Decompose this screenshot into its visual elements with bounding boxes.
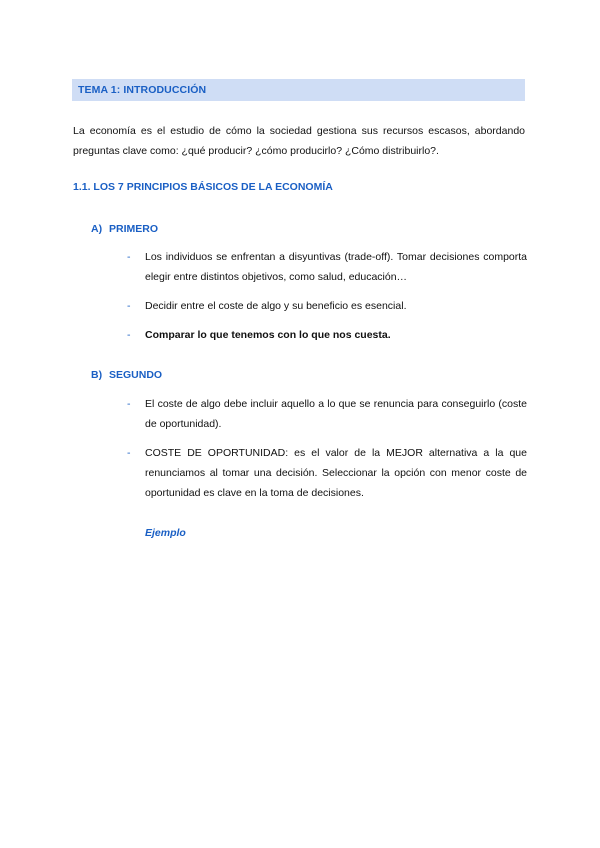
principle-title: SEGUNDO xyxy=(109,369,163,381)
bullet-dash: - xyxy=(127,251,131,263)
principle-title: PRIMERO xyxy=(109,223,159,235)
bullet-text: Los individuos se enfrentan a disyuntivas (trade-off). Tomar decisiones comporta elegir entre distintos objetivos, como salud, educación… xyxy=(145,251,527,283)
bullet-dash: - xyxy=(127,300,131,312)
list-item xyxy=(127,325,527,345)
list-item xyxy=(127,296,527,316)
example-label: Ejemplo xyxy=(145,527,186,539)
topic-banner xyxy=(72,79,525,101)
bullet-list-second xyxy=(127,394,527,512)
bullet-text: El coste de algo debe incluir aquello a lo que se renuncia para conseguirlo (coste de oportunidad). xyxy=(145,398,527,430)
list-item xyxy=(127,247,527,287)
principle-letter: A) xyxy=(91,223,103,235)
principle-heading-second xyxy=(91,367,162,383)
section-heading: 1.1. LOS 7 PRINCIPIOS BÁSICOS DE LA ECONOMÍA xyxy=(73,181,333,193)
principle-letter: B) xyxy=(91,369,103,381)
bullet-dash: - xyxy=(127,329,131,341)
bullet-list-first xyxy=(127,247,527,354)
bullet-text: Decidir entre el coste de algo y su beneficio es esencial. xyxy=(145,300,407,312)
topic-title: TEMA 1: INTRODUCCIÓN xyxy=(78,84,207,96)
bullet-dash: - xyxy=(127,398,131,410)
bullet-text-bold: Comparar lo que tenemos con lo que nos cuesta. xyxy=(145,329,391,341)
principle-heading-first xyxy=(91,221,158,237)
intro-paragraph: La economía es el estudio de cómo la sociedad gestiona sus recursos escasos, abordando preguntas clave como: ¿qué producir? ¿cómo producirlo? ¿Cómo distribuirlo?. xyxy=(73,125,525,157)
bullet-dash: - xyxy=(127,447,131,459)
list-item xyxy=(127,394,527,434)
list-item xyxy=(127,443,527,503)
bullet-text: COSTE DE OPORTUNIDAD: es el valor de la MEJOR alternativa a la que renunciamos al tomar una decisión. Seleccionar la opción con menor coste de oportunidad es clave en la toma de decisiones. xyxy=(145,447,527,499)
